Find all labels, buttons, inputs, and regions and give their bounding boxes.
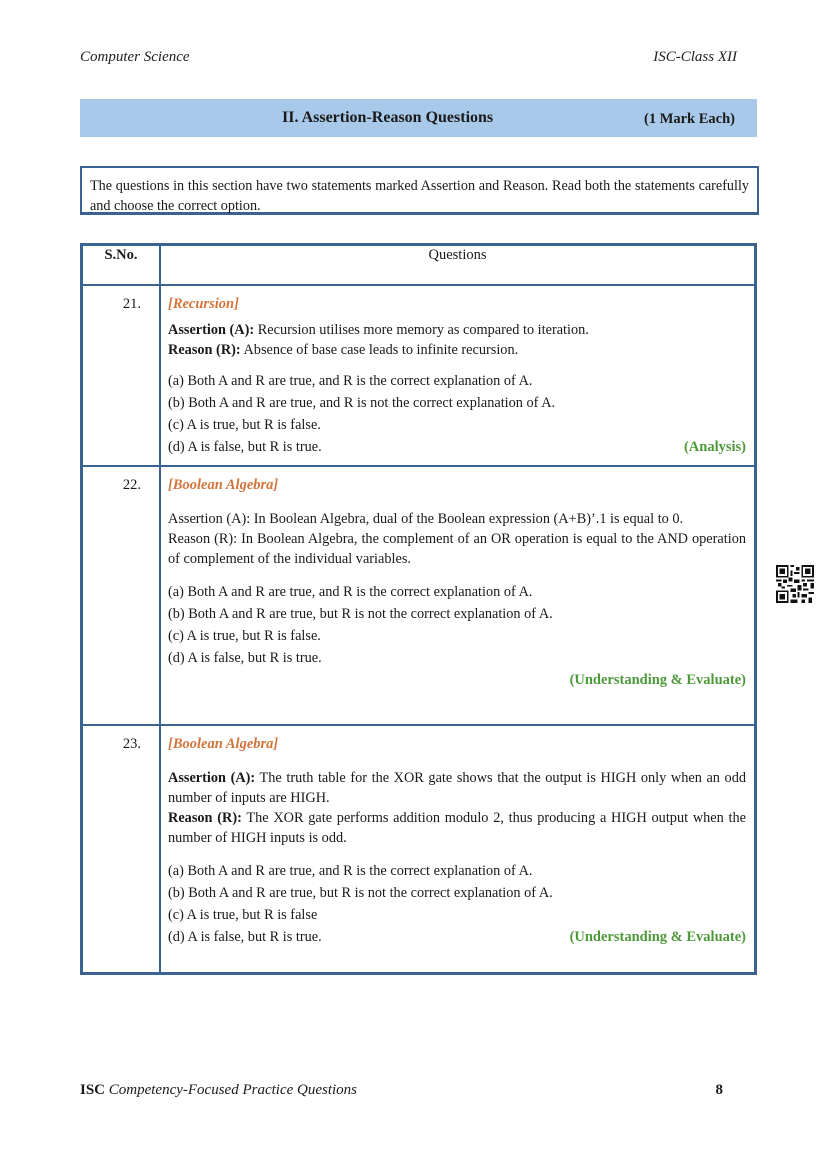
option-d: (d) A is false, but R is true. xyxy=(168,929,322,945)
reason-text: Absence of base case leads to infinite recursion. xyxy=(243,342,519,358)
reason-statement xyxy=(168,808,746,848)
header-subject: Computer Science xyxy=(80,49,190,65)
questions-table xyxy=(80,243,757,975)
option-a: (a) Both A and R are true, and R is the correct explanation of A. xyxy=(168,584,533,600)
assertion-label: Assertion (A): xyxy=(168,511,251,527)
section-heading-bar xyxy=(80,99,757,137)
option-b: (b) Both A and R are true, but R is not the correct explanation of A. xyxy=(168,885,553,901)
question-cell xyxy=(160,285,756,466)
reason-label: Reason (R): xyxy=(168,342,241,358)
reason-statement xyxy=(168,529,746,569)
option-c: (c) A is true, but R is false. xyxy=(168,628,321,644)
footer-title xyxy=(80,1082,357,1099)
footer-brand: ISC xyxy=(80,1082,106,1098)
instructions-box xyxy=(80,166,759,215)
question-number: 22. xyxy=(82,466,161,725)
column-header-questions: Questions xyxy=(160,245,756,286)
qr-code-icon xyxy=(776,565,814,603)
reason-text: The XOR gate performs addition modulo 2, thus producing a HIGH output when the number of HIGH inputs is odd. xyxy=(168,810,746,846)
table-row xyxy=(82,466,756,725)
table-row xyxy=(82,725,756,973)
question-topic: [Boolean Algebra] xyxy=(168,736,279,752)
question-topic: [Boolean Algebra] xyxy=(168,477,279,493)
assertion-text: In Boolean Algebra, dual of the Boolean expression (A+B)’.1 is equal to 0. xyxy=(253,511,684,527)
assertion-label: Assertion (A): xyxy=(168,322,255,338)
cognitive-level: (Understanding & Evaluate) xyxy=(569,929,746,945)
assertion-text: The truth table for the XOR gate shows that the output is HIGH only when an odd number of inputs are HIGH. xyxy=(168,770,746,806)
cognitive-level: (Analysis) xyxy=(683,439,746,455)
question-cell xyxy=(160,725,756,973)
assertion-statement xyxy=(168,509,746,529)
assertion-text: Recursion utilises more memory as compared to iteration. xyxy=(257,322,589,338)
option-c: (c) A is true, but R is false xyxy=(168,907,318,923)
question-number: 21. xyxy=(82,285,161,466)
page-number: 8 xyxy=(715,1082,723,1098)
question-number: 23. xyxy=(82,725,161,973)
reason-label: Reason (R): xyxy=(168,810,242,826)
header-class: ISC-Class XII xyxy=(653,49,737,65)
option-a: (a) Both A and R are true, and R is the correct explanation of A. xyxy=(168,373,533,389)
section-title: II. Assertion-Reason Questions xyxy=(282,109,494,126)
reason-text: In Boolean Algebra, the complement of an OR operation is equal to the AND operation of complement of the individual variables. xyxy=(168,531,746,567)
table-header-row xyxy=(82,245,756,286)
column-header-sno: S.No. xyxy=(82,245,161,286)
reason-statement xyxy=(168,340,746,360)
reason-label: Reason (R): xyxy=(168,531,238,547)
option-b: (b) Both A and R are true, and R is not the correct explanation of A. xyxy=(168,395,556,411)
assertion-label: Assertion (A): xyxy=(168,770,256,786)
assertion-statement xyxy=(168,768,746,808)
option-d: (d) A is false, but R is true. xyxy=(168,439,322,455)
section-marks: (1 Mark Each) xyxy=(643,111,735,127)
option-a: (a) Both A and R are true, and R is the correct explanation of A. xyxy=(168,863,533,879)
assertion-statement xyxy=(168,320,746,340)
cognitive-level: (Understanding & Evaluate) xyxy=(569,672,746,688)
option-d: (d) A is false, but R is true. xyxy=(168,650,322,666)
footer-subtitle: Competency-Focused Practice Questions xyxy=(108,1082,358,1098)
option-c: (c) A is true, but R is false. xyxy=(168,417,321,433)
question-cell xyxy=(160,466,756,725)
instructions-text: The questions in this section have two statements marked Assertion and Reason. Read both the statements carefully and choose the correct option. xyxy=(90,178,749,214)
option-b: (b) Both A and R are true, but R is not the correct explanation of A. xyxy=(168,606,553,622)
question-topic: [Recursion] xyxy=(168,296,239,312)
table-row xyxy=(82,285,756,466)
